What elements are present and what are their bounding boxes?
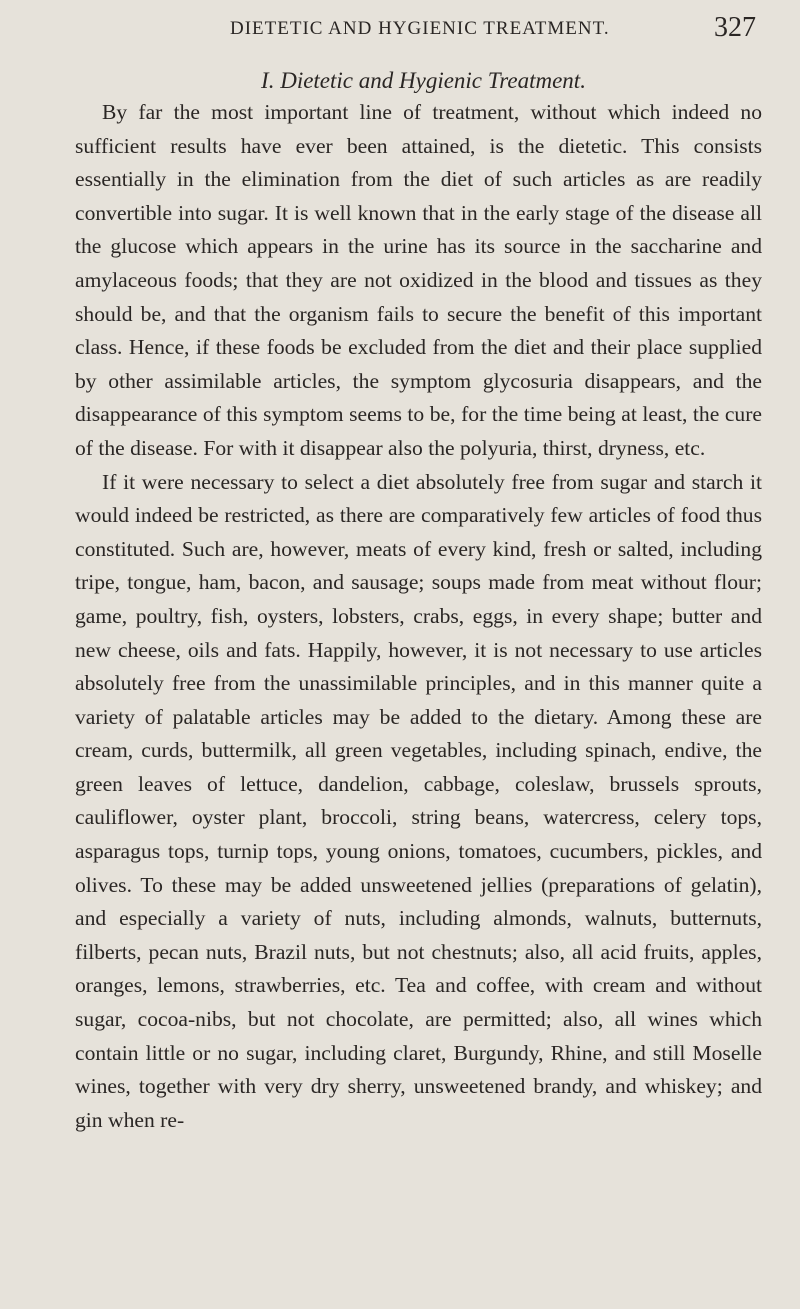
section-heading: I. Dietetic and Hygienic Treatment. (261, 68, 586, 93)
paragraph-dietetic-treatment: By far the most important line of treatment, without which indeed no sufficient results have ever been attained, is the dietetic. This consists essentially in the elimination from the diet of such articles as are readily convertible into sugar. It is well known that in the early stage of the disease all the glucose which appears in the urine has its source in the saccharine and amylaceous foods; that they are not oxidized in the blood and tissues as they should be, and that the organism fails to secure the benefit of this important class. Hence, if these foods be excluded from the diet and their place supplied by other assimilable articles, the symptom glycosuria disappears, and the disappearance of this symptom seems to be, for the time being at least, the cure of the disease. For with it disappear also the polyuria, thirst, dryness, etc. (75, 100, 762, 460)
running-head (75, 0, 762, 43)
running-title: DIETETIC AND HYGIENIC TREATMENT. (230, 18, 610, 39)
page-number: 327 (714, 12, 756, 43)
paragraph-permitted-foods: If it were necessary to select a diet absolutely free from sugar and starch it would indeed be restricted, as there are comparatively few articles of food thus constituted. Such are, however, meats of every kind, fresh or salted, including tripe, tongue, ham, bacon, and sausage; soups made from meat without flour; game, poultry, fish, oysters, lobsters, crabs, eggs, in every shape; butter and new cheese, oils and fats. Happily, however, it is not necessary to use articles absolutely free from the unassimilable principles, and in this manner quite a variety of palatable articles may be added to the dietary. Among these are cream, curds, buttermilk, all green vegetables, including spinach, endive, the green leaves of lettuce, dandelion, cabbage, coleslaw, brussels sprouts, cauliflower, oyster plant, broccoli, string beans, watercress, celery tops, asparagus tops, turnip tops, young onions, tomatoes, cucumbers, pickles, and olives. To these may be added unsweetened jellies (preparations of gelatin), and especially a variety of nuts, including almonds, walnuts, butternuts, filberts, pecan nuts, Brazil nuts, but not chestnuts; also, all acid fruits, apples, oranges, lemons, strawberries, etc. Tea and coffee, with cream and without sugar, cocoa-nibs, but not chocolate, are permitted; also, all wines which contain little or no sugar, including claret, Burgundy, Rhine, and still Moselle wines, together with very dry sherry, unsweetened brandy, and whiskey; and gin when re- (75, 469, 762, 1132)
